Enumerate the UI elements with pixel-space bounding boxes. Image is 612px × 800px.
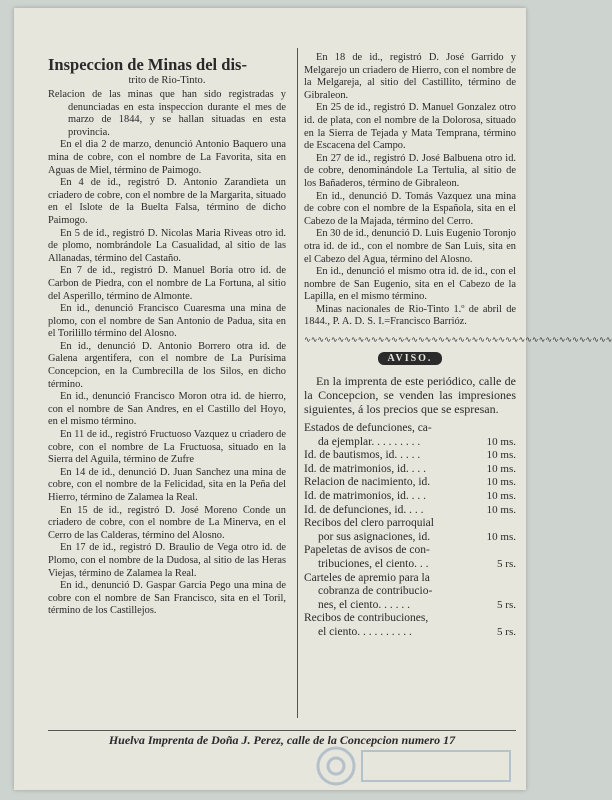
footer-imprint	[48, 730, 516, 748]
price-row	[304, 612, 516, 626]
entry-paragraph: En 14 de id., denunció D. Juan Sanchez una mina de cobre, con el nombre de la Felicidad, sita en la Peña del Hierro, término de Zalamea la Real.	[48, 466, 286, 503]
price-row	[304, 436, 516, 450]
price-row	[304, 490, 516, 504]
price-item-name: el ciento. . . . . . . . . .	[318, 625, 412, 638]
price-row	[304, 572, 516, 586]
entry-paragraph: En 5 de id., registró D. Nicolas Maria Riveas otro id. de plomo, nombrándole La Casualidad, al sitio de las Allanadas, término del Castaño.	[48, 227, 286, 264]
entry-paragraph: En 15 de id., registró D. José Moreno Conde un criadero de cobre, con el nombre de La Minerva, en el Cerro de las Calderas, término del Alosno.	[48, 504, 286, 541]
price-row	[304, 449, 516, 463]
entry-paragraph: En 27 de id., registró D. José Balbuena otro id. de cobre, denominándole La Tertulia, al sitio de los Bañaderos, término de Gibraleon.	[304, 152, 516, 189]
price-item-name: cobranza de contribucio-	[318, 585, 433, 598]
price-item-name: Id. de bautismos, id. . . . .	[304, 449, 421, 462]
entry-paragraph: En 30 de id., denunció D. Luis Eugenio Toronjo otra id. de id., con el nombre de San Luis, sita en el Cabezo del Agua, término del Alosno.	[304, 228, 516, 265]
price-item-name: Relacion de nacimiento, id.	[304, 476, 431, 489]
footer-text: Huelva Imprenta de Doña J. Perez, calle de la Concepcion numero 17	[108, 733, 456, 747]
entry-paragraph: En id., denunció Francisco Moron otra id. de hierro, con el nombre de San Andres, en el Castillo del Hoyo, en el mismo término.	[48, 391, 286, 428]
price-item-value: 5 rs.	[497, 625, 516, 638]
entry-paragraph: En 4 de id., registró D. Antonio Zarandieta un criadero de cobre, con el nombre de la Margarita, situado en el Islote de la Buelta Falsa, término de dicho Paimogo.	[48, 177, 286, 226]
notice-paragraph: En la imprenta de este periódico, calle de la Concepcion, se venden las impresiones siguientes, á los precios que se espresan.	[304, 374, 516, 417]
article-subtitle: trito de Rio-Tinto.	[128, 75, 206, 86]
entry-paragraph: En id., denunció el mismo otra id. de id., con el nombre de San Eugenio, sita en el Cabezo de la Lapilla, en el mismo término.	[304, 266, 516, 303]
left-column	[48, 56, 286, 618]
price-item-value: 10 ms.	[486, 530, 516, 543]
column-divider	[297, 48, 298, 718]
ornamental-rule: ∿∿∿∿∿∿∿∿∿∿∿∿∿∿∿∿∿∿∿∿∿∿∿∿∿∿∿∿∿∿∿∿∿∿∿∿∿∿∿∿∿∿∿∿∿∿	[304, 335, 612, 345]
price-item-name: Estados de defunciones, ca-	[304, 422, 432, 435]
price-row	[304, 558, 516, 572]
aviso-label: AVISO.	[378, 352, 443, 365]
entry-paragraph: En id., denunció D. Antonio Borrero otra id. de Galena argentifera, con el nombre de La Purísima Concepcion, en la Cumbrecilla de los Silos, en dicho término.	[48, 340, 286, 390]
price-item-value: 10 ms.	[486, 435, 516, 448]
price-row	[304, 504, 516, 518]
price-item-value: 10 ms.	[486, 462, 516, 475]
price-item-name: da ejemplar. . . . . . . . .	[318, 435, 421, 448]
entry-paragraph: En 11 de id., registró Fructuoso Vazquez u criadero de cobre, con el nombre de La Fructuosa, situado en la Sierra del Aguila, término de Zufre	[48, 429, 286, 466]
signature-paragraph: Minas nacionales de Rio-Tinto 1.º de abril de 1844., P. A. D. S. I.=Francisco Barrióz.	[304, 303, 516, 328]
right-column	[304, 52, 612, 640]
intro-paragraph: Relacion de las minas que han sido registradas y denunciadas en esta inspeccion durante el mes de marzo de 1844, y se hallan situadas en esta provincia.	[48, 89, 286, 138]
price-row	[304, 517, 516, 531]
price-row	[304, 585, 516, 599]
price-item-value: 5 rs.	[497, 558, 516, 570]
price-item-name: Carteles de apremio para la	[304, 571, 430, 584]
price-item-name: Papeletas de avisos de con-	[304, 544, 430, 557]
huelva-watermark	[314, 741, 514, 791]
price-item-value: 10 ms.	[486, 476, 516, 489]
entry-paragraph: En 25 de id., registró D. Manuel Gonzalez otro id. de plata, con el nombre de la Dolorosa, situado en la Sierra de Tejada y Mata Temprana, término de Escacena del Campo.	[304, 102, 516, 152]
price-item-name: Id. de matrimonios, id. . . .	[304, 462, 427, 475]
price-row	[304, 626, 516, 640]
entry-paragraph: En 18 de id., registró D. José Garrido y Melgarejo un criadero de Hierro, con el nombre de la Melgareja, al sitio del Castillito, término de Gibraleon.	[304, 52, 516, 101]
price-row	[304, 476, 516, 490]
price-item-name: Id. de defunciones, id. . . .	[304, 503, 424, 516]
entry-paragraph: En id., denunció D. Tomás Vazquez una mina de cobre con el nombre de la Española, sita en el Cabezo de la Majada, término del Cerro.	[304, 190, 516, 227]
price-item-name: Id. de matrimonios, id. . . .	[304, 490, 427, 503]
price-item-name: tribuciones, el ciento. . .	[318, 558, 429, 570]
price-list	[304, 422, 516, 640]
price-item-value: 10 ms.	[486, 449, 516, 462]
entry-paragraph: En id., denunció D. Gaspar Garcia Pego una mina de cobre con el nombre de San Francisco, sita en el Toril, término de los Castillejos.	[48, 580, 286, 617]
price-row	[304, 422, 516, 436]
price-row	[304, 463, 516, 477]
price-item-value: 10 ms.	[486, 503, 516, 516]
entry-paragraph: En el dia 2 de marzo, denunció Antonio Baquero una mina de cobre, con el nombre de La Favorita, sita en Aguas de Miel, término de Paimogo.	[48, 139, 286, 176]
aviso-heading	[304, 348, 516, 366]
newspaper-page	[14, 8, 612, 790]
entry-paragraph: En 7 de id., registró D. Manuel Boria otro id. de Carbon de Piedra, con el nombre de La Fortuna, al sitio del Asperillo, término de Almonte.	[48, 265, 286, 302]
price-item-value: 10 ms.	[486, 490, 516, 503]
price-row	[304, 599, 516, 613]
price-item-name: Recibos del clero parroquial	[304, 517, 434, 530]
price-item-name: Recibos de contribuciones,	[304, 612, 429, 625]
entry-paragraph: En 17 de id., registró D. Braulio de Vega otro id. de Plomo, con el nombre de la Dudosa, al sitio de las Heras Viejas, término de Zalamea la Real.	[48, 542, 286, 579]
entry-paragraph: En id., denunció Francisco Cuaresma una mina de plomo, con el nombre de San Antonio de Padua, sita en el Torilillo término del Alosno.	[48, 303, 286, 340]
price-item-name: por sus asignaciones, id.	[318, 530, 431, 543]
article-title: Inspeccion de Minas del dis-	[48, 55, 247, 74]
price-row	[304, 544, 516, 558]
price-item-name: nes, el ciento. . . . . .	[318, 598, 410, 611]
price-item-value: 5 rs.	[497, 598, 516, 611]
price-row	[304, 531, 516, 545]
